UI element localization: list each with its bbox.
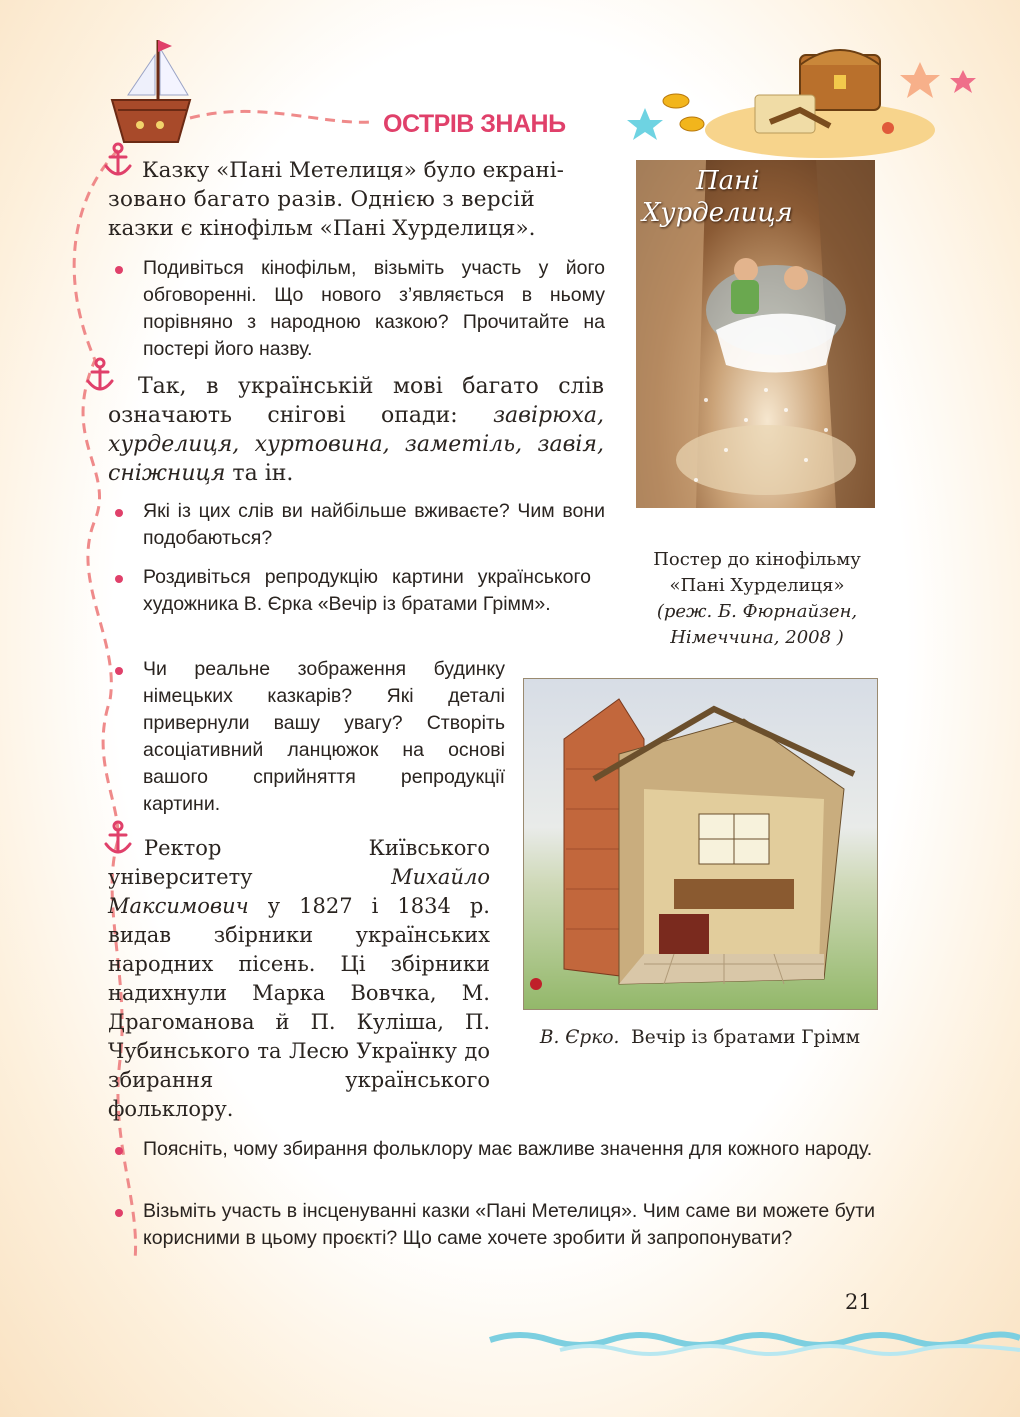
- painting-caption-author: В. Єрко.: [539, 1027, 620, 1048]
- bullet-marker: [115, 575, 123, 583]
- poster-caption-line-1: Постер до кінофільму: [653, 549, 861, 570]
- snow-words-text: Так, в українській мові багато слів означають снігові опади:: [108, 374, 604, 428]
- painting-caption: [515, 1025, 885, 1051]
- maksymovych-name: Михайло Максимович: [108, 865, 490, 918]
- painting-caption-title: Вечір із братами Грімм: [631, 1027, 861, 1048]
- intro-paragraph: [108, 156, 604, 243]
- bullet-marker: [115, 266, 123, 274]
- question-words: Які із цих слів ви найбільше вживаєте? Чим вони подобаються?: [143, 500, 605, 549]
- poster-title-1: Пані: [696, 166, 760, 196]
- maksymovych-rest: у 1827 і 1834 р. видав збірники українських народних пісень. Ці збірники надихнули Марка Вовчка, М. Драгоманова й П. Куліша, П. Чубинського та Лесю Українку до збирання українського фольклору.: [108, 894, 490, 1121]
- poster-caption-line-2: «Пані Хурделиця»: [669, 575, 845, 596]
- film-poster-image: [636, 160, 875, 508]
- question-watch-film: Подивіться кінофільм, візьміть участь у його обговоренні. Що нового з’являється в ньому порівняно з народною казкою? Прочитайте на постері його назву.: [143, 257, 605, 360]
- poster-caption-line-3: (реж. Б. Фюрнайзен,: [656, 601, 858, 622]
- intro-line-3: казки є кінофільм «Пані Хурделиця».: [108, 216, 536, 241]
- poster-caption-line-4: Німеччина, 2008 ): [670, 627, 844, 648]
- page-number: 21: [845, 1290, 872, 1314]
- intro-line-1: Казку «Пані Метелиця» було екрані-: [142, 158, 564, 183]
- poster-caption: [612, 547, 902, 651]
- question-painting: Роздивіться репродукцію картини українського художника В. Єрка «Вечір із братами Грімм».: [143, 566, 591, 615]
- bullet-marker: [115, 667, 123, 675]
- maksymovych-text: Ректор Київського університету: [108, 836, 490, 889]
- anchor-icon: [88, 144, 130, 852]
- question-staging: Візьміть участь в інсценуванні казки «Пані Метелиця». Чим саме ви можете бути корисними в цьому проєкті? Що саме хочете зробити й запропонувати?: [143, 1200, 875, 1249]
- maksymovych-paragraph: [108, 834, 490, 1124]
- snow-words-paragraph: [108, 372, 604, 488]
- snow-words-italic: завірюха, хурделиця, хуртовина, заметіль, завія, сніжниця: [108, 403, 604, 486]
- intro-line-2: зовано багато разів. Однією з версій: [108, 187, 536, 212]
- bullet-marker: [115, 509, 123, 517]
- painting-image: [523, 678, 878, 1010]
- poster-title-2: Хурделиця: [642, 198, 793, 228]
- section-heading: ОСТРІВ ЗНАНЬ: [383, 110, 566, 138]
- bullet-marker: [115, 1209, 123, 1217]
- ship-icon: [112, 40, 190, 142]
- coin-icon: [663, 94, 704, 131]
- snow-words-end: та ін.: [225, 461, 294, 486]
- bullet-marker: [115, 1147, 123, 1155]
- treasure-chest-icon: [705, 50, 935, 158]
- painting-art: [524, 679, 878, 1010]
- question-house: Чи реальне зображення будинку німецьких казкарів? Які деталі привернули вашу увагу? Створіть асоціативний ланцюжок на основі вашого сприйняття репродукції картини.: [143, 658, 505, 815]
- question-folklore: Поясніть, чому збирання фольклору має важливе значення для кожного народу.: [143, 1138, 873, 1160]
